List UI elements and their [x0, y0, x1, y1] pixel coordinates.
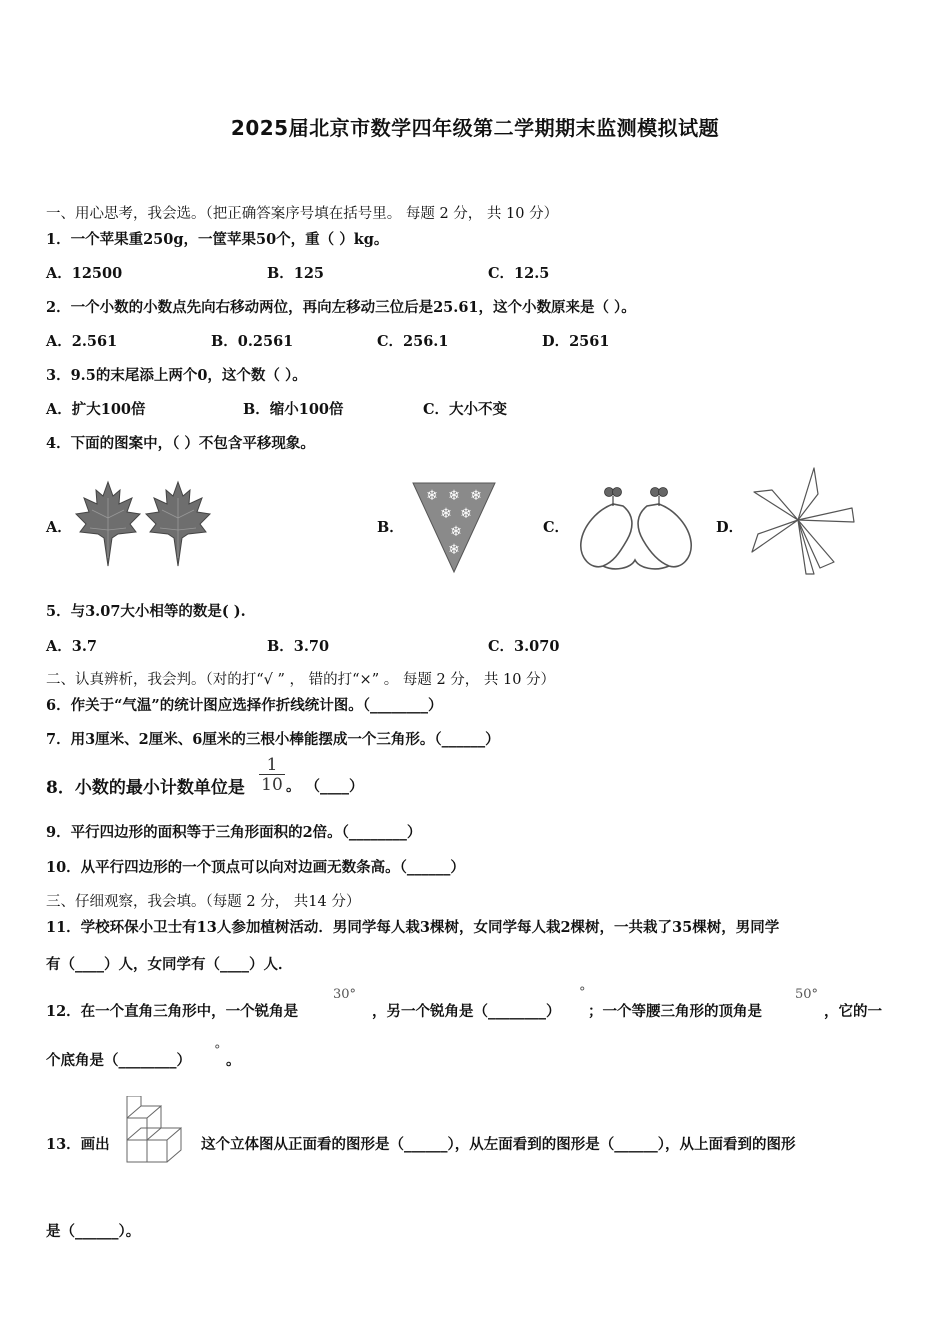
heart-outline-left [581, 504, 632, 567]
section-2-heading: 二、认真辨析，我会判。（对的打“√ ” ， 错的打“×” 。 每题 2 分， 共 10 分） [46, 672, 556, 688]
q13-line-2: 是（______）。 [46, 1223, 141, 1240]
q4-stem: 4．下面的图案中，（ ）不包含平移现象。 [46, 435, 315, 452]
heart-outline-right [638, 504, 691, 567]
page-title: 2025届北京市数学四年级第二学期期末监测模拟试题 [230, 116, 720, 140]
q12-part-5: 。 [226, 1052, 241, 1069]
q11-line-1: 11．学校环保小卫士有13人参加植树活动．男同学每人栽3棵树，女同学每人栽2棵树，一共栽了35棵树，男同学 [46, 919, 780, 936]
q4-option-a[interactable]: A． [46, 519, 72, 536]
maple-leaves-figure [72, 478, 217, 570]
heart-flowers-figure [577, 480, 695, 576]
q12-degree-mark: ° [579, 985, 586, 1000]
snowflake-icon: ❄ [426, 488, 438, 504]
q6-text: 6．作关于“气温”的统计图应选择作折线统计图。（________） [46, 697, 443, 714]
snowflake-icon: ❄ [460, 506, 472, 522]
q12-part-4: ，它的一 [824, 1003, 882, 1020]
snowflake-icon: ❄ [440, 506, 452, 522]
q3-option-b[interactable]: B．缩小100倍 [243, 401, 344, 418]
section-1-heading: 一、用心思考，我会选。（把正确答案序号填在括号里。 每题 2 分， 共 10 分） [46, 206, 559, 222]
q1-option-a[interactable]: A．12500 [46, 265, 123, 282]
q5-option-b[interactable]: B．3.70 [267, 638, 330, 655]
snowflake-icon: ❄ [470, 488, 482, 504]
snowflake-triangle-figure [410, 480, 498, 574]
q4-option-d[interactable]: D． [716, 519, 744, 536]
q2-option-b[interactable]: B．0.2561 [211, 333, 294, 350]
q5-stem: 5．与3.07大小相等的数是( ). [46, 603, 246, 620]
cube-stack-figure [124, 1096, 184, 1164]
q3-stem: 3．9.5的末尾添上两个0，这个数（ ）。 [46, 367, 307, 384]
q1-option-b[interactable]: B．125 [267, 265, 325, 282]
q12-degree-mark-2: ° [214, 1043, 221, 1058]
flower-bud-icon [659, 488, 668, 497]
q2-option-d[interactable]: D．2561 [542, 333, 610, 350]
q5-option-a[interactable]: A．3.7 [46, 638, 97, 655]
q8-fraction [259, 756, 285, 795]
fraction-numerator: 1 [259, 756, 285, 775]
q8-pre: 8．小数的最小计数单位是 [46, 778, 245, 798]
fraction-denominator: 10 [261, 775, 283, 795]
q10-text: 10．从平行四边形的一个顶点可以向对边画无数条高。（______） [46, 859, 465, 876]
q13-part-2: 这个立体图从正面看的图形是（______），从左面看到的图形是（______），从上面看到的图形 [201, 1136, 796, 1153]
q12-angle-50: 50° [795, 987, 819, 1002]
q13-part-1: 13．画出 [46, 1136, 110, 1153]
snowflake-icon: ❄ [448, 488, 460, 504]
q12-line-2: 个底角是（________） [46, 1052, 191, 1069]
snowflake-icon: ❄ [450, 524, 462, 540]
q1-option-c[interactable]: C．12.5 [488, 265, 550, 282]
section-3-heading: 三、仔细观察，我会填。（每题 2 分， 共14 分） [46, 894, 361, 910]
q8-post: 。 （____） [286, 778, 364, 795]
q2-option-a[interactable]: A．2.561 [46, 333, 118, 350]
pinwheel-figure [748, 464, 858, 578]
q4-option-c[interactable]: C． [543, 519, 570, 536]
q2-option-c[interactable]: C．256.1 [377, 333, 449, 350]
q4-option-b[interactable]: B． [377, 519, 404, 536]
q2-stem: 2．一个小数的小数点先向右移动两位，再向左移动三位后是25.61，这个小数原来是（ ）。 [46, 299, 636, 316]
q12-part-2: ，另一个锐角是（________） [372, 1003, 561, 1020]
q12-part-1: 12．在一个直角三角形中，一个锐角是 [46, 1003, 299, 1020]
flower-bud-icon [613, 488, 622, 497]
q3-option-a[interactable]: A．扩大100倍 [46, 401, 146, 418]
q7-text: 7．用3厘米、2厘米、6厘米的三根小棒能摆成一个三角形。（______） [46, 731, 500, 748]
q5-option-c[interactable]: C．3.070 [488, 638, 560, 655]
q11-line-2: 有（____）人，女同学有（____）人． [46, 956, 293, 973]
q1-stem: 1．一个苹果重250g，一筐苹果50个，重（ ）kg。 [46, 231, 389, 248]
q3-option-c[interactable]: C．大小不变 [423, 401, 508, 418]
q12-part-3: ；一个等腰三角形的顶角是 [588, 1003, 762, 1020]
q9-text: 9．平行四边形的面积等于三角形面积的2倍。（________） [46, 824, 422, 841]
snowflake-icon: ❄ [448, 542, 460, 558]
q12-angle-30: 30° [333, 987, 357, 1002]
